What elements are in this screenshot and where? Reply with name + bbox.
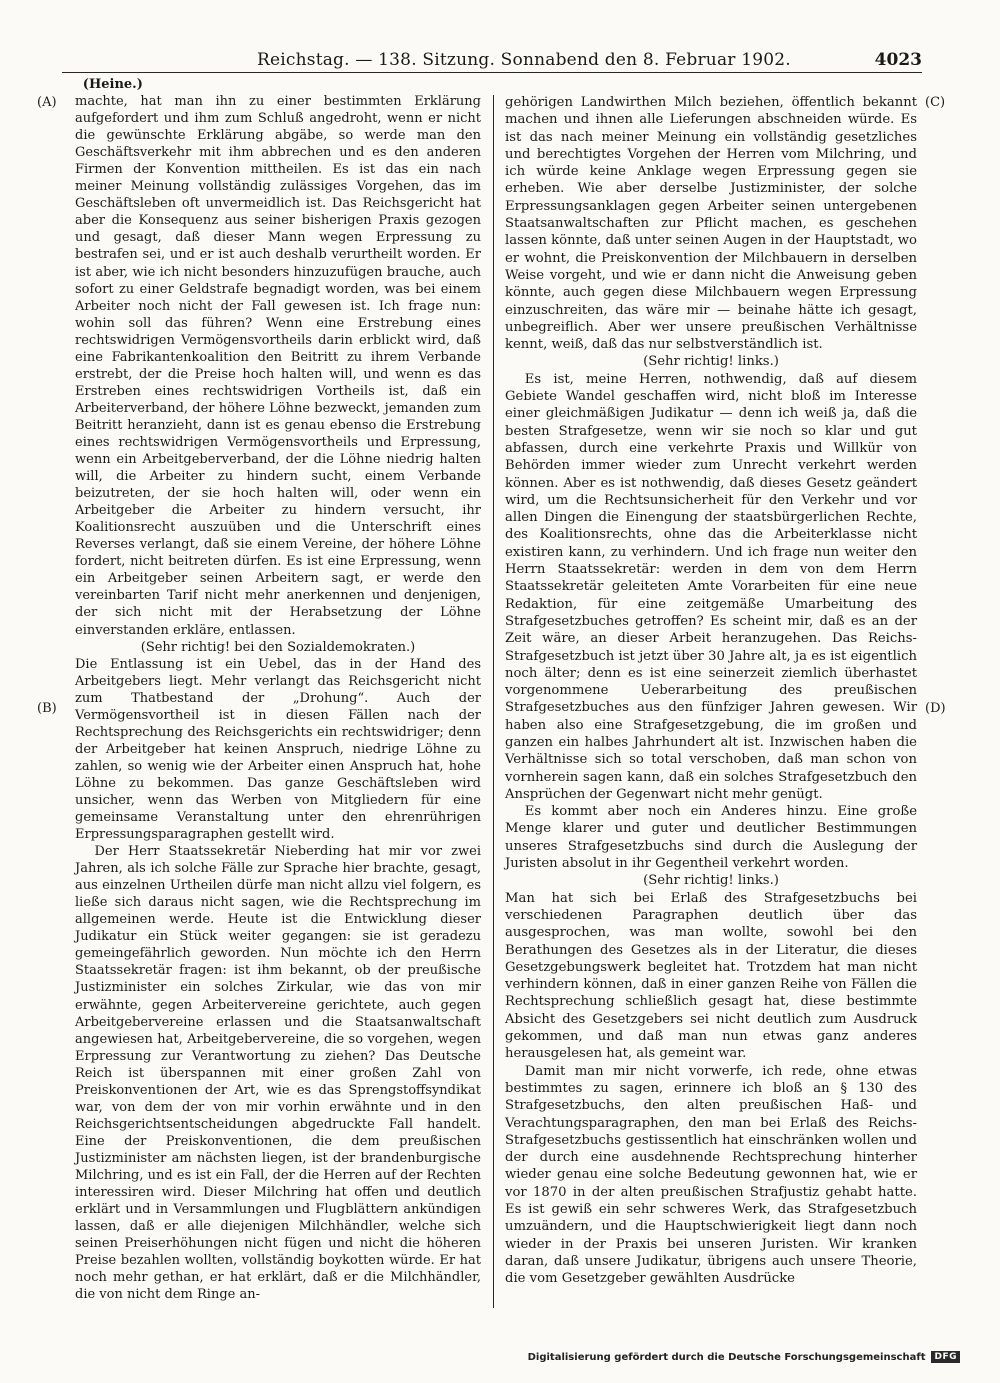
speaker-name: (Heine.) — [82, 77, 143, 92]
paragraph: Der Herr Staatssekretär Nieberding hat mir vor zwei Jahren, als ich solche Fälle zur Sprache hier brachte, gesagt, aus einzelnen Urtheilen dürfe man nicht allzu viel folgern, es ließe sich daraus nicht sagen, wie die Rechtsprechung im allgemeinen werde. Heute ist die Entwicklung dieser Judikatur ein Stück weiter gegangen: sie ist geradezu gemeingefährlich geworden. Nun möchte ich den Herrn Staatssekretär fragen: ist ihm bekannt, ob der preußische Justizminister ein solches Zirkular, wie das von mir erwähnte, gegen Arbeitervereine gerichtete, auch gegen Arbeitgebervereine erlassen und die Staatsanwaltschaft angewiesen hat, Arbeitgebervereine, die so vorgehen, wegen Erpressung zur Verantwortung zu ziehen? Das Deutsche Reich ist überspannen mit einer großen Zahl von Preiskonventionen der Art, wie es das Sprengstoffsyndikat war, von dem der von mir vorhin erwähnte und in den Reichsgerichtsentscheidungen abgedruckte Fall handelt. Eine der Preiskonventionen, die dem preußischen Justizminister am nächsten liegen, ist der brandenburgische Milchring, und es ist ein Fall, der die Herren auf der Rechten interessiren wird. Dieser Milchring hat offen und deutlich erklärt und in Versammlungen und Flugblättern ankündigen lassen, daß er alle diejenigen Milchhändler, welche sich seinen Preiserhöhungen nicht fügen und nicht die höheren Preise bezahlen wollten, vollständig boykotten würde. Er hat noch mehr gethan, er hat erklärt, daß er die Milchhändler, die von nicht dem Ringe an- — [75, 844, 481, 1303]
running-title: Reichstag. — 138. Sitzung. Sonnabend den 8. Februar 1902. — [257, 50, 791, 70]
right-column — [505, 94, 917, 1287]
paragraph: machte, hat man ihn zu einer bestimmten Erklärung aufgefordert und ihm zum Schluß angedroht, wenn er nicht die gewünschte Erklärung abgäbe, so werde man den Geschäftsverkehr mit ihm abbrechen und es den anderen Firmen der Konvention mittheilen. Es ist das ein nach meiner Meinung vollständig zulässiges Vorgehen, das im Geschäftsleben oft unvermeidlich ist. Das Reichsgericht hat aber die Konsequenz aus seiner bisherigen Praxis gezogen und gesagt, daß dieser Mann wegen Erpressung zu bestrafen sei, und er ist auch deshalb verurtheilt worden. Er ist aber, wie ich nicht besonders hinzuzufügen brauche, auch sofort zu einer Geldstrafe begnadigt worden, was bei einem Arbeiter noch nicht der Fall gewesen ist. Ich frage nun: wohin soll das führen? Wenn eine Erstrebung eines rechtswidrigen Vermögensvortheils darin erblickt wird, daß eine Fabrikantenkoalition den Beitritt zu ihrem Verbande erstrebt, der die Preise hoch halten will, und wenn es das Erstreben eines rechtswidrigen Vortheils ist, daß ein Arbeiterverband, der höhere Löhne bezweckt, jemanden zum Beitritt heranzieht, dann ist es genau ebenso die Erstrebung eines rechtswidrigen Vermögensvortheils und Erpressung, wenn ein Arbeitgeberverband, der die Löhne niedrig halten will, die Arbeiter zu hindern sucht, einem Verbande beizutreten, der sie hoch halten will, oder wenn ein Arbeitgeber die Arbeiter zu hindern versucht, ihr Koalitionsrecht auszuüben und die Unterschrift eines Reverses verlangt, daß sie einem Vereine, der höhere Löhne fordert, nicht beitreten dürfen. Es ist eine Erpressung, wenn ein Arbeitgeber seinen Arbeitern sagt, er werde den vereinbarten Tarif nicht mehr anerkennen und denjenigen, der sich nicht mit der Herabsetzung der Löhne einverstanden erkläre, entlassen. — [75, 94, 481, 638]
left-column — [75, 76, 481, 1303]
margin-marker-a: (A) — [37, 95, 57, 110]
paragraph: Die Entlassung ist ein Uebel, das in der Hand des Arbeitgebers liegt. Mehr verlangt das Reichsgericht nicht zum Thatbestand der „Drohung“. Auch der Vermögensvortheil ist in diesen Fällen nach der Rechtsprechung des Reichsgerichts ein rechtswidriger; denn der Arbeitgeber hat keinen Anspruch, niedrige Löhne zu zahlen, so wenig wie der Arbeiter einen Anspruch hat, hohe Löhne zu bekommen. Das ganze Geschäftsleben wird unsicher, wenn das Werben von Mitgliedern für eine gemeinsame Veranstaltung unter den ehrenrührigen Erpressungsparagraphen gestellt wird. — [75, 656, 481, 843]
interjection: (Sehr richtig! links.) — [643, 873, 779, 889]
margin-marker-d: (D) — [925, 701, 946, 716]
digitization-credit — [528, 1351, 960, 1363]
page-header — [62, 46, 922, 74]
dfg-logo: DFG — [931, 1351, 960, 1363]
paragraph: Es ist, meine Herren, nothwendig, daß auf diesem Gebiete Wandel geschaffen wird, nicht bloß im Interesse einer gleichmäßigen Judikatur — denn ich weiß ja, daß die besten Strafgesetze, wenn wir sie noch so klar und gut abfassen, durch eine verkehrte Praxis und Willkür von Behörden immer wieder zum Unrecht verkehrt werden können. Aber es ist nothwendig, daß dieses Gesetz geändert wird, um die Rechtsunsicherheit für den Verkehr und vor allen Dingen die Einengung der staatsbürgerlichen Rechte, des Koalitionsrechts, ohne das die Arbeiterklasse nicht existiren kann, zu verhindern. Und ich frage nun weiter den Herrn Staatssekretär: werden in dem von dem Herrn Staatssekretär geleiteten Amte Vorarbeiten für eine neue Redaktion, für eine zeitgemäße Umarbeitung des Strafgesetzbuches getroffen? Es scheint mir, daß es an der Zeit wäre, an dieser Arbeit heranzugehen. Das Reichs-Strafgesetzbuch ist jetzt über 30 Jahre alt, ja es ist eigentlich noch älter; denn es ist eine seinerzeit ziemlich überhastet vorgenommene Ueberarbeitung des preußischen Strafgesetzbuches aus den fünfziger Jahren gewesen. Wir haben also eine Strafgesetzgebung, die im großen und ganzen ein halbes Jahrhundert alt ist. Inzwischen haben die Verhältnisse sich so total verschoben, daß man schon von vornherein sagen kann, daß ein solches Strafgesetzbuch den Ansprüchen der Gegenwart nicht mehr genügt. — [505, 371, 917, 802]
margin-marker-c: (C) — [925, 95, 946, 110]
margin-marker-b: (B) — [37, 701, 57, 716]
interjection: (Sehr richtig! links.) — [643, 354, 779, 370]
page-number: 4023 — [874, 50, 922, 70]
paragraph: Damit man mir nicht vorwerfe, ich rede, ohne etwas bestimmtes zu sagen, erinnere ich bloß an § 130 des Strafgesetzbuchs, den alten preußischen Haß- und Verachtungsparagraphen, den man bei Erlaß des Reichs-Strafgesetzbuchs gestissentlich hat einschränken wollen und der durch eine ausdehnende Rechtsprechung hinterher wieder genau eine solche Bedeutung gewonnen hat, wie er vor 1870 in der alten preußischen Strafjustiz gehabt hatte. Es ist gewiß ein sehr schweres Werk, das Strafgesetzbuch umzuändern, und die Hauptschwierigkeit liegt dann noch wieder in der Praxis bei unseren Juristen. Wir kranken daran, daß unsere Judikatur, übrigens auch unsere Theorie, die vom Gesetzgeber gewählten Ausdrücke — [505, 1063, 917, 1287]
credit-text: Digitalisierung gefördert durch die Deutsche Forschungsgemeinschaft — [527, 1351, 926, 1363]
paragraph: Man hat sich bei Erlaß des Strafgesetzbuchs bei verschiedenen Paragraphen deutlich über das ausgesprochen, was man wollte, sowohl bei den Berathungen des Gesetzes als in der Literatur, die dieses Gesetzgebungswerk begleitet hat. Trotzdem hat man nicht verhindern können, daß in einer ganzen Reihe von Fällen die Rechtsprechung schließlich gesagt hat, diese bestimmte Absicht des Gesetzgebers sei nicht deutlich zum Ausdruck gekommen, und daß man nun etwas ganz anderes herausgelesen hat, als gemeint war. — [505, 890, 917, 1062]
paragraph: Es kommt aber noch ein Anderes hinzu. Eine große Menge klarer und guter und deutlicher Bestimmungen unseres Strafgesetzbuchs sind durch die Auslegung der Juristen absolut in ihr Gegentheil verkehrt worden. — [505, 804, 917, 872]
paragraph: gehörigen Landwirthen Milch beziehen, öffentlich bekannt machen und ihnen alle Lieferungen abschneiden würde. Es ist das nach meiner Meinung ein vollständig gesetzliches und berechtigtes Vorgehen der Herren vom Milchring, und ich würde keine Anklage wegen Erpressung gegen sie erheben. Wie aber derselbe Justizminister, der solche Erpressungsanklagen gegen Arbeiter seinen untergebenen Staatsanwaltschaften zur Pflicht machen, es geschehen lassen könnte, daß unter seinen Augen in der Hauptstadt, wo er wohnt, die Preiskonvention der Milchbauern in derselben Weise vorgeht, und wie er dann nicht die Anweisung geben könnte, auch gegen diese Milchbauern wegen Erpressung einzuschreiten, das wäre mir — beinahe hätte ich gesagt, unbegreiflich. Aber wer unsere preußischen Verhältnisse kennt, weiß, daß das nur selbstverständlich ist. — [505, 95, 917, 353]
column-divider — [493, 95, 494, 1308]
interjection: (Sehr richtig! bei den Sozialdemokraten.) — [140, 639, 416, 655]
header-rule — [62, 72, 922, 73]
